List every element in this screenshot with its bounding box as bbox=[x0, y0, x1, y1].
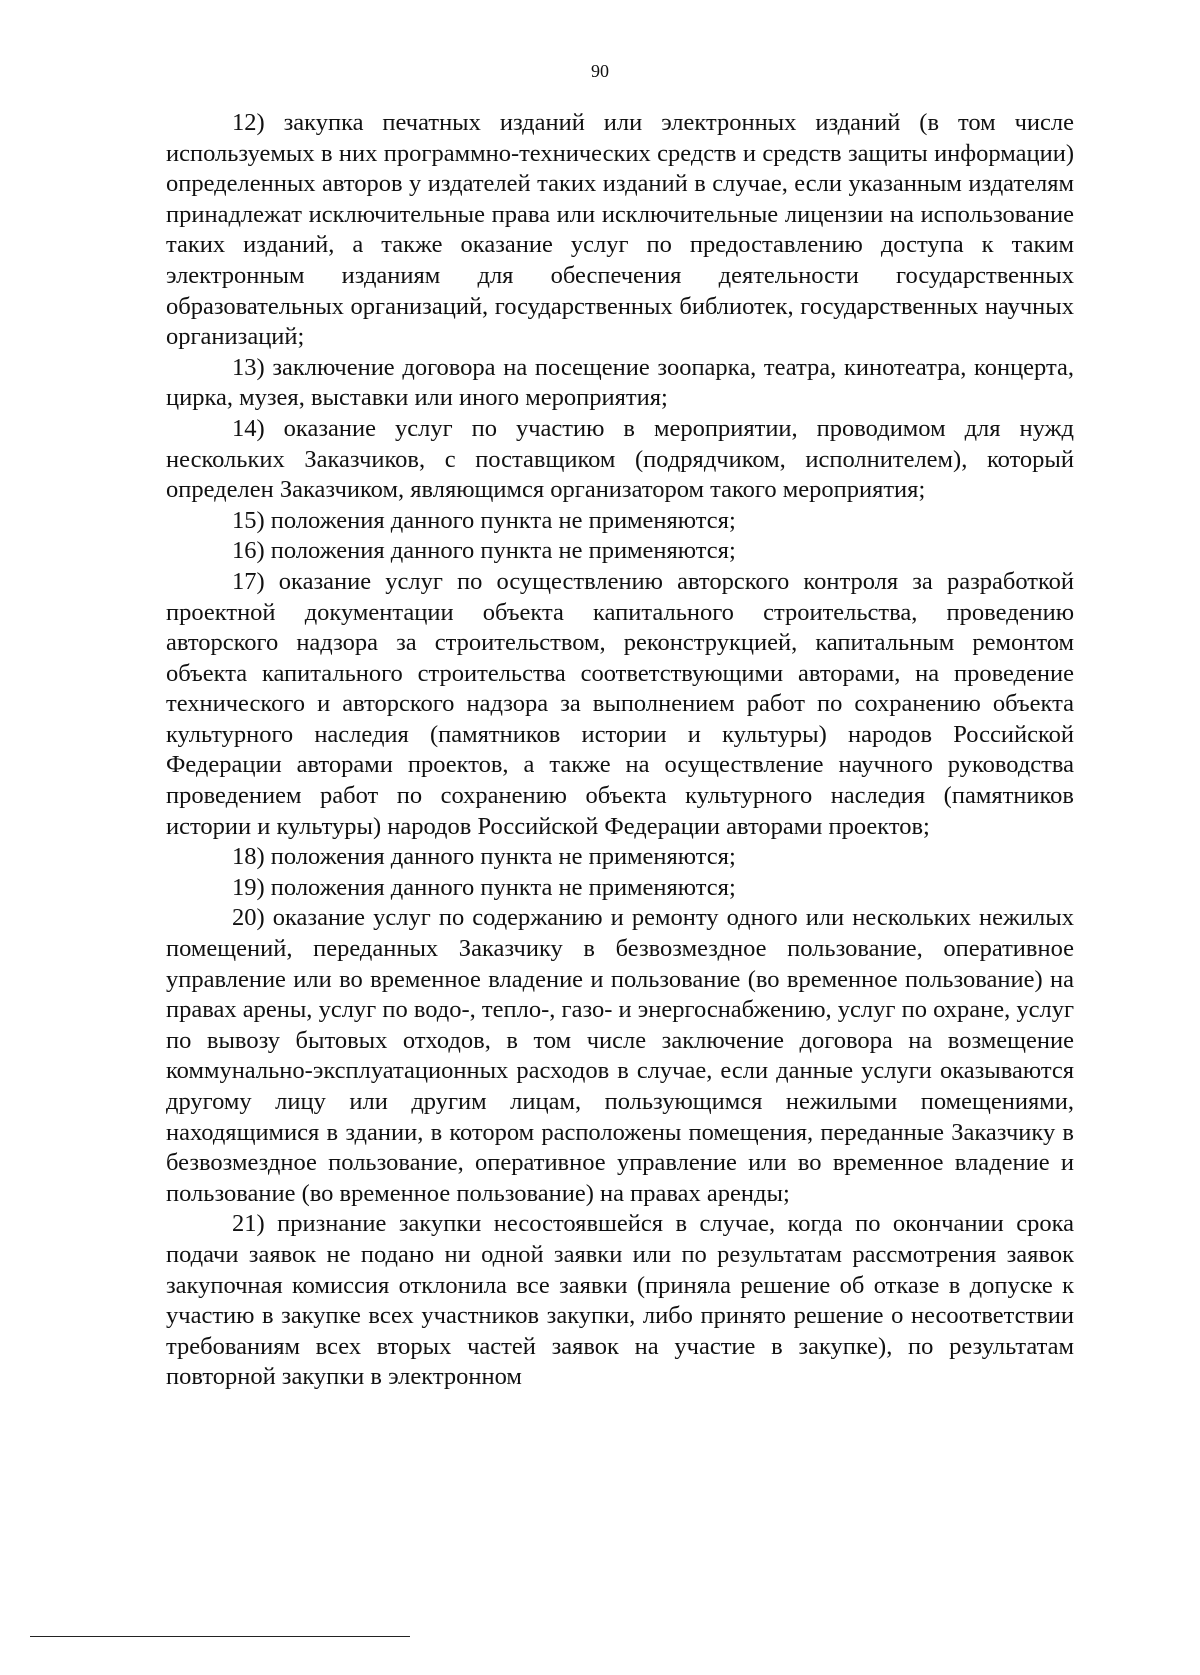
paragraph-item-20: 20) оказание услуг по содержанию и ремонту одного или нескольких нежилых помещений, переданных Заказчику в безвозмездное пользование, оперативное управление или во временное владение и пользование (во временное пользование) на правах арены, услуг по водо-, тепло-, газо- и энергоснабжению, услуг по охране, услуг по вывозу бытовых отходов, в том числе заключение договора на возмещение коммунально-эксплуатационных расходов в случае, если данные услуги оказываются другому лицу или другим лицам, пользующимся нежилыми помещениями, находящимися в здании, в котором расположены помещения, переданные Заказчику в безвозмездное пользование, оперативное управление или во временное владение и пользование (во временное пользование) на правах аренды; bbox=[166, 904, 1074, 1207]
paragraph-item-18: 18) положения данного пункта не применяются; bbox=[232, 843, 736, 871]
footnote-divider bbox=[30, 1636, 410, 1637]
document-body bbox=[166, 108, 1074, 1393]
paragraph-item-14: 14) оказание услуг по участию в мероприятии, проводимом для нужд нескольких Заказчиков, с поставщиком (подрядчиком, исполнителем), который определен Заказчиком, являющимся организатором такого мероприятия; bbox=[166, 414, 1074, 504]
paragraph-item-15: 15) положения данного пункта не применяются; bbox=[232, 506, 736, 534]
paragraph-item-17: 17) оказание услуг по осуществлению авторского контроля за разработкой проектной документации объекта капитального строительства, проведению авторского надзора за строительством, реконструкцией, капитальным ремонтом объекта капитального строительства соответствующими авторами, на проведение технического и авторского надзора за выполнением работ по сохранению объекта культурного наследия (памятников истории и культуры) народов Российской Федерации авторами проектов, а также на осуществление научного руководства проведением работ по сохранению объекта культурного наследия (памятников истории и культуры) народов Российской Федерации авторами проектов; bbox=[166, 567, 1074, 840]
paragraph-item-21: 21) признание закупки несостоявшейся в случае, когда по окончании срока подачи заявок не подано ни одной заявки или по результатам рассмотрения заявок закупочная комиссия отклонила все заявки (приняла решение об отказе в допуске к участию в закупке всех участников закупки, либо принято решение о несоответствии требованиям всех вторых частей заявок на участие в закупке), по результатам повторной закупки в электронном bbox=[166, 1210, 1074, 1391]
paragraph-item-19: 19) положения данного пункта не применяются; bbox=[232, 873, 736, 901]
paragraph-item-13: 13) заключение договора на посещение зоопарка, театра, кинотеатра, концерта, цирка, музея, выставки или иного мероприятия; bbox=[166, 353, 1074, 412]
page-number: 90 bbox=[591, 61, 609, 81]
paragraph-item-12: 12) закупка печатных изданий или электронных изданий (в том числе используемых в них программно-технических средств и средств защиты информации) определенных авторов у издателей таких изданий в случае, если указанным издателям принадлежат исключительные права или исключительные лицензии на использование таких изданий, а также оказание услуг по предоставлению доступа к таким электронным изданиям для обеспечения деятельности государственных образовательных организаций, государственных библиотек, государственных научных организаций; bbox=[166, 109, 1074, 351]
paragraph-item-16: 16) положения данного пункта не применяются; bbox=[232, 537, 736, 565]
